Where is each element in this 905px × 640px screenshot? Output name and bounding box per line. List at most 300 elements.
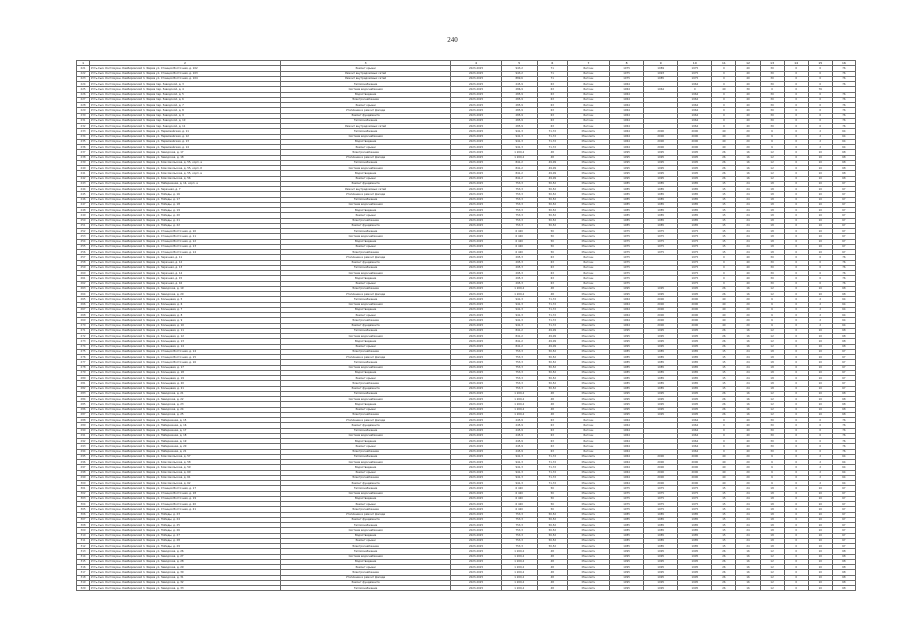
table-cell: Монолитн [567,223,609,228]
table-cell: 295 [77,454,90,459]
table-cell: 245,9 [501,428,537,433]
table-cell: 16 [736,391,760,396]
table-cell: 10 [808,197,832,202]
table-cell: 2023-2025 [451,365,501,370]
table-cell: 67 [832,381,855,386]
table-cell: 0 [784,66,808,71]
table-cell: Электроснабжение [280,475,451,480]
table-cell: 2000 [644,134,678,139]
table-cell: 50,52 [537,202,567,207]
table-cell: 0 [808,423,832,428]
table-body [77,66,856,591]
table-cell: 76 [832,271,855,276]
table-cell: 40 [736,423,760,428]
table-cell: Монолитн [567,465,609,470]
table-cell: 0 [784,391,808,396]
table-cell: Система водоснабжения [280,134,451,139]
table-cell: 15 [712,496,736,501]
table-cell: Бетонн [567,439,609,444]
table-cell: 68 [832,549,855,554]
table-cell: 1964 [610,444,644,449]
table-cell: Утепление и ремонт фасада [280,512,451,517]
table-cell: 6 420 [501,496,537,501]
table-cell: 40 [736,103,760,108]
table-cell: 15 [712,218,736,223]
table-cell: 50 [537,244,567,249]
table-cell: 2023-2025 [451,486,501,491]
table-cell: 753,3 [501,202,537,207]
table-cell: 2023-2025 [451,502,501,507]
table-cell: Усть-Сыл. Костомукш. Камбировский п. Ферма ул. Заводская, д. 22 [90,397,281,402]
table-cell: 49,09 [537,344,567,349]
table-cell: Система водоснабжения [280,554,451,559]
table-cell: Бетонн [567,449,609,454]
table-cell: 1975 [644,239,678,244]
table-cell: 0 [712,449,736,454]
table-cell: 67 [832,192,855,197]
table-cell: 2023-2025 [451,160,501,165]
column-header: 2 [90,61,281,66]
table-cell: 295,3 [501,260,537,265]
table-cell: 0 [784,103,808,108]
table-cell: 1995 [644,586,678,591]
table-cell: Ремонт внутридомовых сетей [280,124,451,129]
table-cell: 20 [736,475,760,480]
table-cell: Монолитн [567,475,609,480]
table-cell: 48 [537,286,567,291]
table-cell: 0 [712,444,736,449]
table-cell: 20 [736,465,760,470]
table-cell: 0 [784,549,808,554]
table-cell: 2000 [644,470,678,475]
table-cell: 1985 [610,365,644,370]
table-cell: 2023-2025 [451,428,501,433]
table-cell: 0 [712,428,736,433]
table-cell: 71,72 [537,454,567,459]
table-cell: 1985 [644,523,678,528]
table-cell: 50 [537,486,567,491]
table-cell: 10 [808,334,832,339]
table-cell: 24 [736,218,760,223]
table-cell: 941,3 [501,129,537,134]
table-cell: 0 [784,145,808,150]
table-cell: 2000 [678,465,712,470]
table-cell: Водоотведение [280,171,451,176]
table-cell: Монолитн [567,323,609,328]
table-cell: 67 [832,496,855,501]
table-cell: 1985 [644,517,678,522]
table-cell: 63 [537,418,567,423]
table-cell: Ремонт крыши [280,244,451,249]
table-cell: 314 [77,554,90,559]
table-cell: 49,09 [537,334,567,339]
table-cell: 941,3 [501,139,537,144]
table-cell: 67 [832,386,855,391]
table-cell: 0 [808,255,832,260]
table-cell: 285,9 [501,92,537,97]
table-cell: 1985 [610,376,644,381]
table-cell: 1995 [678,171,712,176]
table-cell: 40 [712,470,736,475]
table-cell: 15 [712,202,736,207]
table-cell: 941,3 [501,465,537,470]
table-cell: 12 [760,580,784,585]
table-cell: 0 [784,166,808,171]
table-cell: 10 [808,565,832,570]
table-cell: 15 [712,244,736,249]
table-cell: Усть-Сыл. Костомукш. Камбировский п. Ферма ул. Станция Восточная, д. 19 [90,496,281,501]
table-cell: 2023-2025 [451,302,501,307]
table-cell: 0 [808,97,832,102]
table-cell: 24 [736,250,760,255]
table-cell: 0 [784,297,808,302]
table-cell: 262 [77,281,90,286]
table-cell: 63 [537,87,567,92]
table-cell: 1985 [644,197,678,202]
table-cell: 40 [736,418,760,423]
table-cell: 0 [784,334,808,339]
table-cell: 40 [736,113,760,118]
table-cell: Усть-Сыл. Костомукш. Камбировский п. Ферма ул. Набережная, д. 15 [90,418,281,423]
table-cell: 10 [808,292,832,297]
table-cell: Монолитн [567,549,609,554]
table-cell: 1964 [678,444,712,449]
table-cell: 49,09 [537,171,567,176]
table-cell: 15 [712,502,736,507]
table-cell: 16 [736,344,760,349]
table-cell: Монолитн [567,481,609,486]
table-cell: Усть-Сыл. Костомукш. Камбировский п. Ферма ул. Кольцевая, д. 5 [90,297,281,302]
table-cell: 50,52 [537,376,567,381]
table-cell: 284 [77,397,90,402]
table-cell: 2000 [644,129,678,134]
table-cell: 10 [808,586,832,591]
table-cell: 48 [537,397,567,402]
table-cell: 1995 [678,286,712,291]
table-cell: 12 [760,554,784,559]
table-cell: Усть-Сыл. Костомукш. Камбировский п. Ферма ул. Победы, д. 22 [90,223,281,228]
table-cell: 10 [808,517,832,522]
table-cell: 753,3 [501,181,537,186]
page-number: 240 [447,36,458,44]
table-cell: 71,72 [537,139,567,144]
table-cell: 76 [832,428,855,433]
table-cell: 0 [808,281,832,286]
table-cell: Усть-Сыл. Костомукш. Камбировский п. Ферма ул. Заводская, д. 33 [90,586,281,591]
table-cell: 2023-2025 [451,491,501,496]
table-cell: 0 [784,381,808,386]
table-cell: 67 [832,370,855,375]
table-cell: 320 [77,586,90,591]
table-cell: 1985 [678,208,712,213]
table-cell: 227 [77,97,90,102]
table-cell: 0 [784,286,808,291]
table-cell: 277 [77,360,90,365]
table-cell: Монолитн [567,502,609,507]
table-cell: 6 [760,323,784,328]
table-cell: 40 [712,297,736,302]
table-cell: Монолитн [567,397,609,402]
table-cell: Система водоснабжения [280,397,451,402]
table-cell: 0 [784,76,808,81]
table-cell: 0 [784,260,808,265]
table-cell: 1964 [610,323,644,328]
table-cell: 0 [784,439,808,444]
table-cell: Монолитн [567,486,609,491]
table-cell: 297 [77,465,90,470]
table-cell: Бетонн [567,66,609,71]
table-cell: Бетонн [567,97,609,102]
table-cell: 18 [760,523,784,528]
table-cell: 67 [832,376,855,381]
table-cell: 6 [760,313,784,318]
table-cell: 76 [832,281,855,286]
table-cell: 2023-2025 [451,397,501,402]
table-cell: 1985 [610,517,644,522]
table-cell: Бетонн [567,265,609,270]
table-cell: 0 [784,176,808,181]
table-cell: Усть-Сыл. Костомукш. Камбировский п. Ферма ул. Станция Восточная, д. 13 [90,244,281,249]
table-cell: 24 [736,234,760,239]
table-cell: 240 [77,166,90,171]
table-cell: 68 [832,412,855,417]
table-cell: Монолитн [567,507,609,512]
table-cell: Бетонн [567,82,609,87]
table-cell: Усть-Сыл. Костомукш. Камбировский п. Ферма ул. Станция Восточная, д. 21 [90,507,281,512]
table-cell: 1995 [678,155,712,160]
table-cell: 68 [832,339,855,344]
table-cell: Монолитн [567,523,609,528]
table-cell: 24 [736,197,760,202]
table-cell: 71,72 [537,129,567,134]
table-cell: 40 [736,439,760,444]
table-cell: 1975 [610,76,644,81]
table-cell: 1995 [610,407,644,412]
table-cell: 40 [736,82,760,87]
table-cell: 20 [736,318,760,323]
table-cell: 30 [760,118,784,123]
table-cell: 0 [784,134,808,139]
table-cell: 64 [832,454,855,459]
table-cell: 889,6 [501,76,537,81]
table-cell: 0 [784,276,808,281]
table-cell: 1975 [678,271,712,276]
table-cell: 0 [784,402,808,407]
table-cell: 0 [784,370,808,375]
table-cell: 63 [537,108,567,113]
table-cell: 2023-2025 [451,344,501,349]
table-cell: 0 [784,559,808,564]
table-cell: Усть-Сыл. Костомукш. Камбировский п. Ферма ул. Победы, д. 23 [90,512,281,517]
table-cell: 1975 [610,250,644,255]
table-cell: 2 [808,134,832,139]
table-cell: 2023-2025 [451,349,501,354]
table-cell: 2 [808,465,832,470]
table-cell: 18 [760,250,784,255]
table-cell: 278 [77,365,90,370]
table-cell: 63 [537,124,567,129]
table-cell: 50,52 [537,528,567,533]
table-cell: 2023-2025 [451,223,501,228]
table-cell: 1985 [644,538,678,543]
table-cell: 1985 [678,376,712,381]
table-cell: 0 [784,339,808,344]
table-cell: 0 [808,276,832,281]
table-cell: 1985 [678,360,712,365]
table-cell: 1964 [610,124,644,129]
table-cell: 753,3 [501,376,537,381]
table-cell: 753,3 [501,538,537,543]
table-cell: 50,52 [537,197,567,202]
table-cell: 2023-2025 [451,187,501,192]
table-cell: 6 [760,465,784,470]
table-cell: 40 [736,124,760,129]
table-cell: Усть-Сыл. Костомукш. Камбировский п. Ферма ул. Станция Восточная, д. 20 [90,502,281,507]
table-cell: 12 [760,155,784,160]
table-cell: Усть-Сыл. Костомукш. Камбировский п. Ферма пер. Заводской, д. 6 [90,97,281,102]
table-cell: 24 [736,496,760,501]
table-cell: Система водоснабжения [280,365,451,370]
table-cell: Водоотведение [280,339,451,344]
table-cell: Усть-Сыл. Костомукш. Камбировский п. Ферма ул. Заводская, д. 17 [90,150,281,155]
table-cell: 15 [712,250,736,255]
table-cell: 1975 [678,507,712,512]
table-cell: 298 [77,470,90,475]
table-cell: 16 [736,160,760,165]
table-cell: 30 [760,281,784,286]
table-cell: 753,3 [501,218,537,223]
table-cell: 18 [760,502,784,507]
table-cell: 1964 [678,433,712,438]
table-cell: 18 [760,360,784,365]
table-cell: 64 [832,297,855,302]
table-cell: 10 [808,218,832,223]
table-cell: 10 [808,512,832,517]
table-cell: 24 [736,544,760,549]
table-cell: Монолитн [567,171,609,176]
table-cell: 1995 [644,150,678,155]
table-cell: 1975 [678,250,712,255]
table-cell: 1995 [610,575,644,580]
table-cell: 2023-2025 [451,108,501,113]
table-cell: Усть-Сыл. Костомукш. Камбировский п. Ферма ул. Станция Восточная, д. 102 [90,66,281,71]
table-cell: 1964 [610,318,644,323]
table-cell: 291 [77,433,90,438]
table-cell: 30 [760,265,784,270]
table-cell: 15 [712,528,736,533]
table-cell: 15 [712,544,736,549]
table-cell: 63 [537,276,567,281]
table-cell: 67 [832,244,855,249]
table-cell: 0 [712,113,736,118]
table-cell: 941,3 [501,318,537,323]
table-cell: 941,3 [501,134,537,139]
table-cell: 2000 [644,313,678,318]
table-cell: 0 [808,76,832,81]
table-cell: 24 [736,239,760,244]
table-cell: 274 [77,344,90,349]
table-cell: 0 [784,554,808,559]
table-cell: 1 209,4 [501,292,537,297]
table-cell: 296 [77,460,90,465]
table-cell: 50 [537,234,567,239]
table-cell: 1975 [610,491,644,496]
table-cell: 1995 [610,176,644,181]
table-cell: 16 [736,586,760,591]
table-cell: 0 [784,82,808,87]
column-header: 8 [610,61,644,66]
table-cell: Ремонт крыши [280,376,451,381]
table-cell: Система водоснабжения [280,87,451,92]
table-cell: 0 [784,187,808,192]
table-cell: Монолитн [567,575,609,580]
table-cell: 10 [808,496,832,501]
table-cell: Монолитн [567,349,609,354]
table-cell: Ремонт крыши [280,470,451,475]
table-cell: Водоотведение [280,276,451,281]
table-cell: 1995 [610,559,644,564]
table-cell: 64 [832,318,855,323]
table-cell: Усть-Сыл. Костомукш. Камбировский п. Ферма пер. Заводской, д. 11 [90,124,281,129]
table-cell: 1985 [610,538,644,543]
table-cell: 50,52 [537,544,567,549]
table-cell: 2023-2025 [451,328,501,333]
table-cell: 30 [760,439,784,444]
table-cell: 1995 [610,286,644,291]
table-cell: 295,3 [501,276,537,281]
table-cell: 1964 [644,87,678,92]
table-cell: 0 [784,208,808,213]
table-cell: 0 [784,475,808,480]
table-cell: 12 [760,166,784,171]
table-cell: Усть-Сыл. Костомукш. Камбировский п. Ферма ул. Станция Восточная, д. 103 [90,71,281,76]
table-cell: Бетонн [567,423,609,428]
table-cell: 6 [760,307,784,312]
table-cell: 1995 [610,292,644,297]
table-cell: 1975 [678,229,712,234]
table-cell: 20 [736,323,760,328]
table-cell: 1975 [644,250,678,255]
table-cell: 26 [712,580,736,585]
table-cell: 2023-2025 [451,265,501,270]
table-cell: Бетонн [567,418,609,423]
table-cell: 2023-2025 [451,66,501,71]
table-cell: 48 [537,570,567,575]
table-cell: 76 [832,439,855,444]
table-cell: 24 [736,229,760,234]
table-cell: 20 [736,139,760,144]
table-cell: 1995 [610,570,644,575]
table-cell: 1995 [644,344,678,349]
table-cell: 40 [736,281,760,286]
table-cell: 249 [77,213,90,218]
table-cell: 48 [537,580,567,585]
table-cell: 71,72 [537,302,567,307]
table-cell: 0 [808,449,832,454]
table-cell: Монолитн [567,234,609,239]
table-cell: Усть-Сыл. Костомукш. Камбировский п. Ферма ул. Комсомольская, д. 58 [90,460,281,465]
table-cell: Монолитн [567,470,609,475]
table-cell: 0 [784,360,808,365]
table-cell: 68 [832,292,855,297]
table-cell: 2000 [678,129,712,134]
table-cell: Утепление и ремонт фасада [280,155,451,160]
table-cell: 841,2 [501,328,537,333]
table-cell: 40 [736,71,760,76]
table-cell: Монолитн [567,292,609,297]
table-cell: 76 [832,71,855,76]
table-cell: 10 [808,549,832,554]
